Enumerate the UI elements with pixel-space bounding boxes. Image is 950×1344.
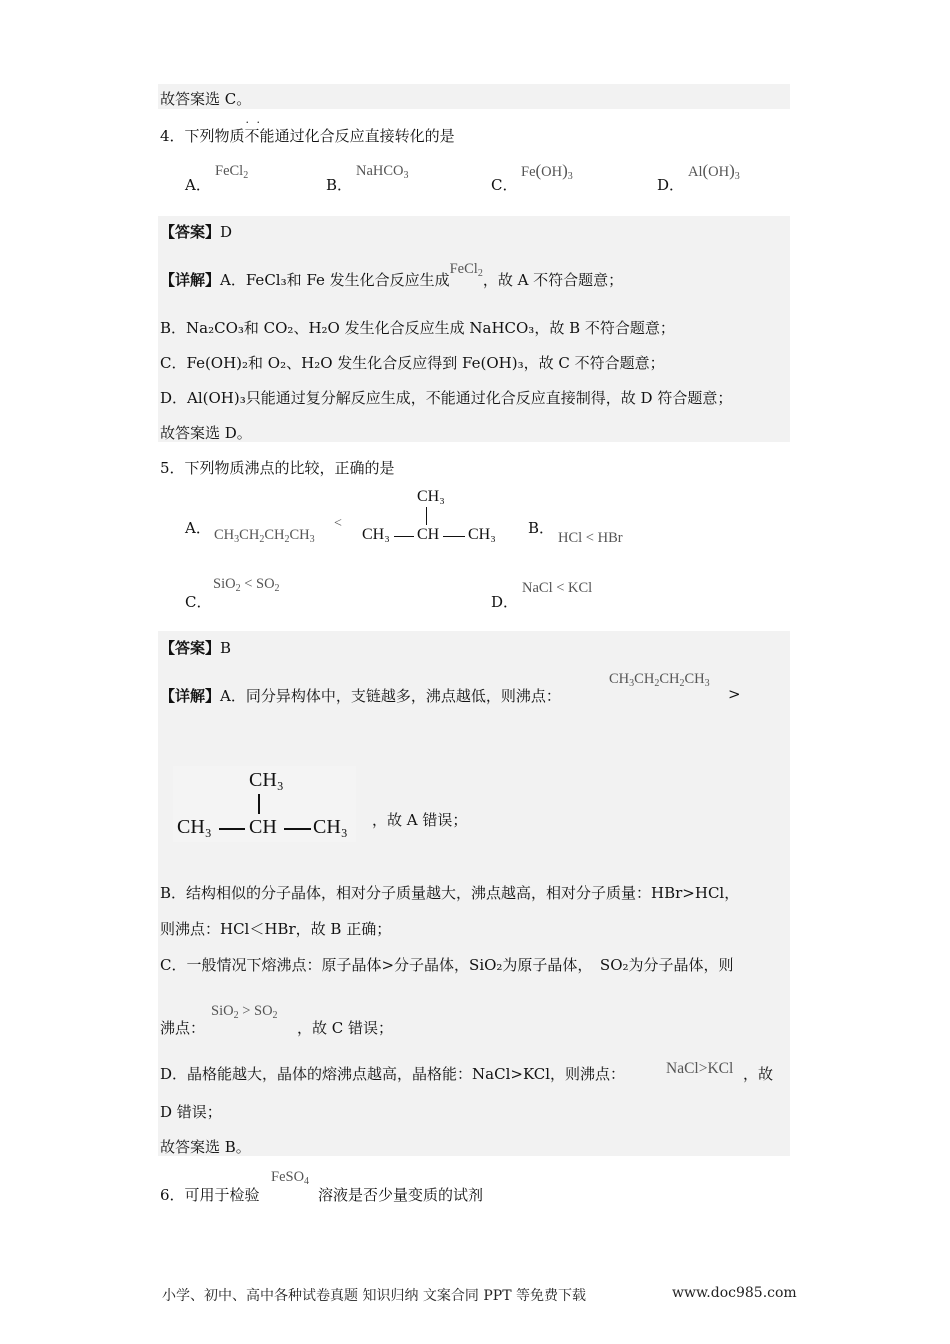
q4-detail-d: D．Al(OH)₃只能通过复分解反应生成，不能通过化合反应直接制得，故 D 符合题意； <box>160 389 733 407</box>
q5-detail-d1-end: ，故 <box>743 1065 774 1083</box>
q5-detail-c1: C．一般情况下熔沸点：原子晶体>分子晶体，SiO₂为原子晶体， SO₂为分子晶体，则 <box>160 956 734 974</box>
q5-detail-d2: D 错误； <box>160 1103 222 1121</box>
q5-answer: 【答案】B <box>160 639 232 657</box>
q5-detail-a: 【详解】A．同分异构体中，支链越多，沸点越低，则沸点： <box>160 687 561 705</box>
q5-detail-c2: 沸点： <box>160 1019 206 1037</box>
q5-option-a-label: A． <box>185 519 211 537</box>
struct-ch3-left: CH₃ <box>362 526 390 543</box>
img-ch3-right: CH₃ <box>313 816 348 838</box>
q4-conclusion: 故答案选 D。 <box>160 424 252 442</box>
emphasis-dots: · · 不能 <box>245 127 275 145</box>
q5-detail-b1: B．结构相似的分子晶体，相对分子质量越大，沸点越高，相对分子质量：HBr>HCl， <box>160 884 740 902</box>
struct-bond-right <box>443 536 465 537</box>
q5-option-d: NaCl < KCl <box>522 580 593 596</box>
struct-bond-vertical <box>426 507 427 525</box>
q5-detail-d1-formula: NaCl>KCl <box>666 1060 734 1077</box>
q4-option-a-label: A． <box>185 176 211 194</box>
img-bond-right <box>284 828 311 830</box>
q5-detail-a-end: ，故 A 错误； <box>372 811 468 829</box>
q5-detail-c2-formula: $SiO_2 > SO_2$ <box>211 1003 278 1021</box>
q5-detail-c2-end: ，故 C 错误； <box>297 1019 394 1037</box>
q4-detail-b: B．Na₂CO₃和 CO₂、H₂O 发生化合反应生成 NaHCO₃，故 B 不符合题意； <box>160 319 675 337</box>
q5-option-b-label: B． <box>528 519 555 537</box>
q5-option-a-butane: $CH_3CH_2CH_2CH_3$ <box>214 527 315 545</box>
img-ch3-top: CH₃ <box>249 769 284 791</box>
isobutane-structure-image <box>173 766 356 842</box>
q5-conclusion: 故答案选 B。 <box>160 1138 251 1156</box>
footer-url[interactable]: www.doc985.com <box>672 1285 797 1301</box>
q5-option-b: HCl < HBr <box>558 530 623 546</box>
q4-stem: 4．下列物质· · 不能通过化合反应直接转化的是 <box>160 125 455 146</box>
q4-option-c: $Fe(OH)_3$ <box>521 161 573 182</box>
q4-option-a: FeCl$_2$ <box>215 163 249 181</box>
img-ch: CH <box>249 816 277 838</box>
q5-option-c: $SiO_2 < SO_2$ <box>213 576 280 594</box>
q4-option-b: NaHCO$_3$ <box>356 163 409 181</box>
q4-detail-c: C．Fe(OH)₂和 O₂、H₂O 发生化合反应得到 Fe(OH)₃，故 C 不符合题意； <box>160 354 665 372</box>
img-ch3-left: CH₃ <box>177 816 212 838</box>
q5-detail-a-gt: > <box>728 685 741 703</box>
q5-option-a-lt: < <box>334 516 342 531</box>
q4-option-d-label: D． <box>657 176 685 194</box>
answer-bg-q3 <box>158 84 790 109</box>
q4-option-d: $Al(OH)_3$ <box>688 161 740 182</box>
q4-option-c-label: C． <box>491 176 518 194</box>
formula-fecl2: FeCl$_2$ <box>449 261 483 279</box>
q6-stem-end: 溶液是否少量变质的试剂 <box>318 1186 484 1204</box>
struct-ch3-right: CH₃ <box>468 526 496 543</box>
q5-detail-d1: D．晶格能越大，晶体的熔沸点越高，晶格能：NaCl>KCl，则沸点： <box>160 1065 626 1083</box>
img-bond-vertical <box>258 794 260 814</box>
struct-ch: CH <box>417 526 440 543</box>
struct-bond-left <box>394 536 414 537</box>
q5-detail-b2: 则沸点：HCl＜HBr，故 B 正确； <box>160 920 392 938</box>
q4-option-b-label: B． <box>326 176 353 194</box>
isobutane-structure-option <box>360 486 510 548</box>
q5-option-c-label: C． <box>185 593 212 611</box>
footer-text: 小学、初中、高中各种试卷真题 知识归纳 文案合同 PPT 等免费下载 <box>162 1288 586 1304</box>
q4-detail-a: 【详解】A．FeCl₃和 Fe 发生化合反应生成FeCl$_2$，故 A 不符合题意； <box>160 261 624 289</box>
q5-detail-a-butane: $CH_3CH_2CH_2CH_3$ <box>609 671 710 689</box>
q5-option-d-label: D． <box>491 593 519 611</box>
img-bond-left <box>219 828 245 830</box>
q6-stem-pre: 6．可用于检验 <box>160 1186 260 1204</box>
q5-stem: 5．下列物质沸点的比较，正确的是 <box>160 459 395 477</box>
struct-ch3-top: CH₃ <box>417 488 445 505</box>
q4-answer: 【答案】D <box>160 223 233 241</box>
q3-conclusion: 故答案选 C。 <box>160 90 252 108</box>
q6-formula: FeSO$_4$ <box>271 1169 310 1187</box>
